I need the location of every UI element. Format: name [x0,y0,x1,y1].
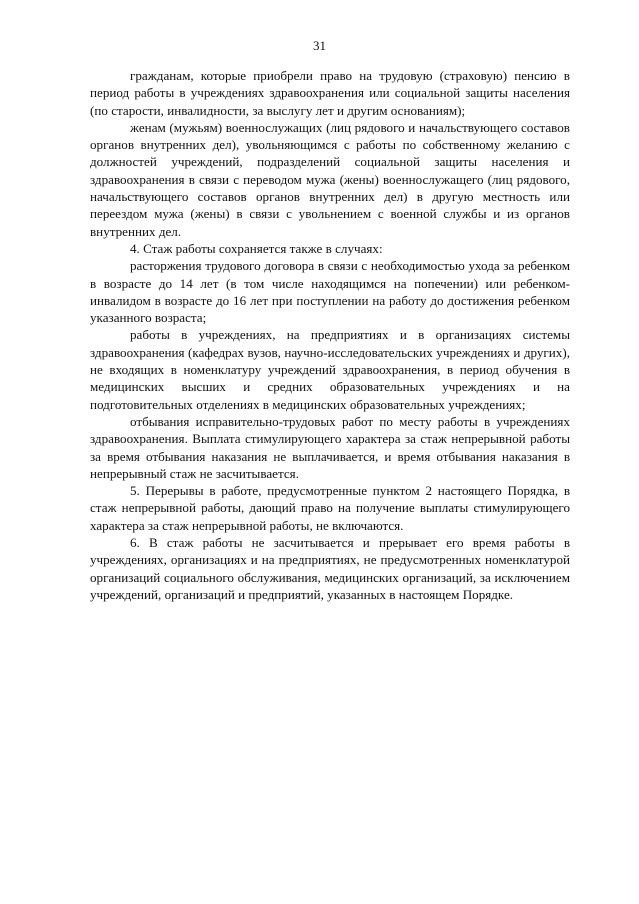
paragraph-section-5: 5. Перерывы в работе, предусмотренные пунктом 2 настоящего Порядка, в стаж непрерывной работы, дающий право на получение выплаты стимулирующего характера за стаж непрерывной работы, не включаются. [90,483,570,533]
paragraph-education-period: работы в учреждениях, на предприятиях и в организациях системы здравоохранения (кафедрах вузов, научно-исследовательских учреждениях и других), не входящих в номенклатуру учреждений здравоохранения, в период обучения в медицинских высших и средних образовательных учреждениях и на подготовительных отделениях в медицинских образовательных учреждениях; [90,327,570,412]
paragraph-military-spouses: женам (мужьям) военнослужащих (лиц рядового и начальствующего составов органов внутренних дел), увольняющимся с работы по собственному желанию с должностей учреждений, подразделений социальной защиты населения и здравоохранения в связи с переводом мужа (жены) военнослужащего (лиц рядового, начальствующего составов органов внутренних дел) в другую местность или переездом мужа (жены) в связи с увольнением с военной службы и из органов внутренних дел. [90,119,570,239]
page-number: 31 [313,38,326,53]
paragraph-section-4-heading: 4. Стаж работы сохраняется также в случаях: [130,240,383,256]
document-body [90,67,570,603]
paragraph-corrective-labor: отбывания исправительно-трудовых работ по месту работы в учреждениях здравоохранения. Выплата стимулирующего характера за стаж непрерывной работы за время отбывания наказания не выплачивается, и время отбывания наказания в непрерывный стаж не засчитывается. [90,413,570,481]
paragraph-pensioners: гражданам, которые приобрели право на трудовую (страховую) пенсию в период работы в учреждениях здравоохранения или социальной защиты населения (по старости, инвалидности, за выслугу лет и другим основаниям); [90,68,570,118]
paragraph-section-6: 6. В стаж работы не засчитывается и прерывает его время работы в учреждениях, организациях и на предприятиях, не предусмотренных номенклатурой организаций социального обслуживания, медицинских организаций, за исключением учреждений, организаций и предприятий, указанных в настоящем Порядке. [90,535,570,602]
paragraph-child-care: расторжения трудового договора в связи с необходимостью ухода за ребенком в возрасте до 14 лет (в том числе находящимся на попечении) или ребенком-инвалидом в возрасте до 16 лет при поступлении на работу до достижения ребенком указанного возраста; [90,258,570,326]
